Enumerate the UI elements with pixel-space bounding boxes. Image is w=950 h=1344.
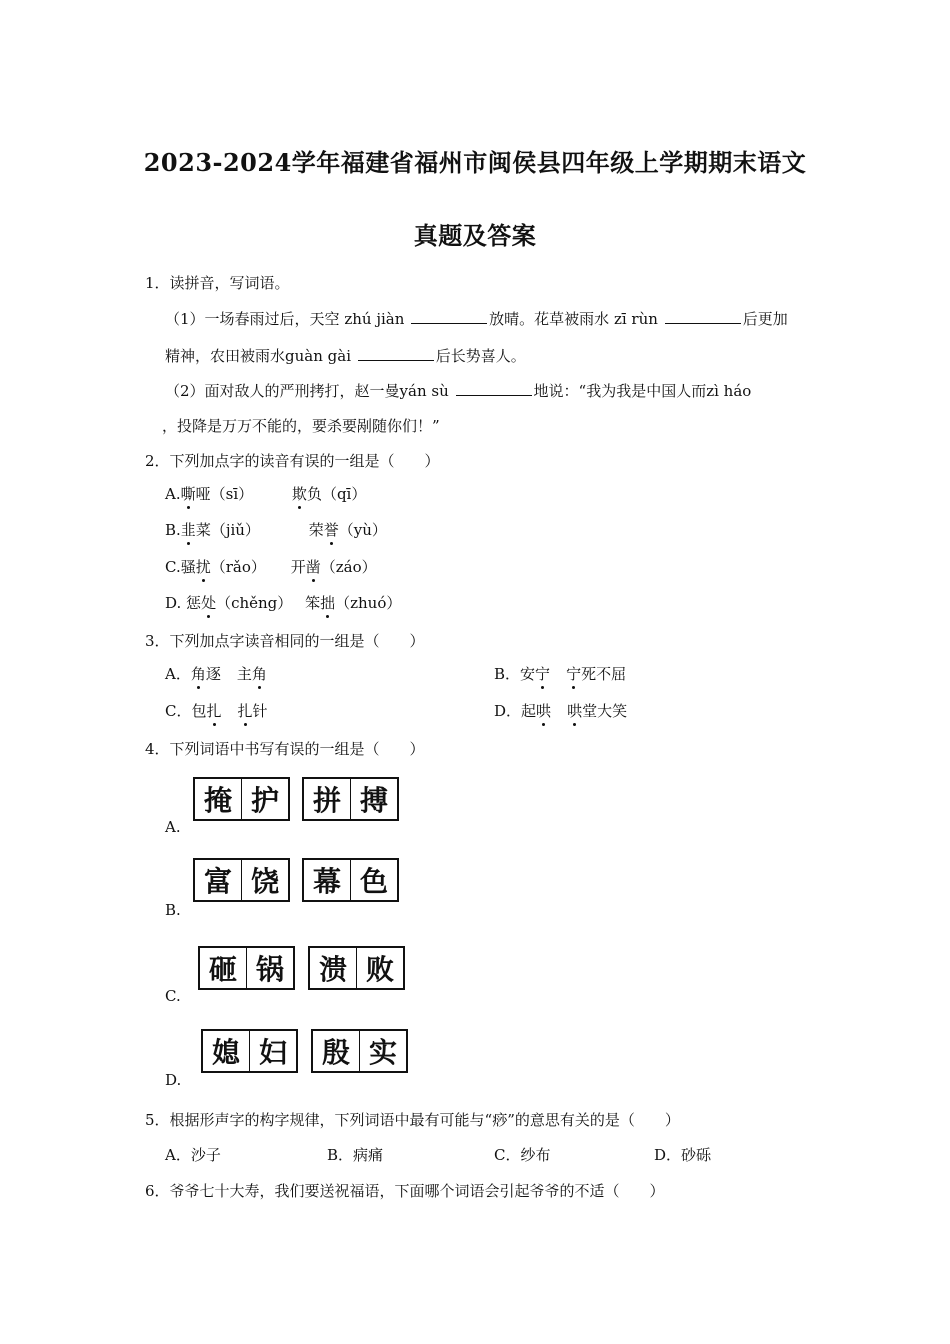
q4-a-word1-box	[193, 777, 290, 821]
char-cell: 媳	[211, 1036, 240, 1069]
q2-option-a: A.嘶哑（sī） 欺负（qī）	[165, 485, 367, 503]
char-cell: 溃	[318, 953, 347, 986]
q4-b-word1-box	[193, 858, 290, 902]
answer-blank[interactable]	[456, 380, 532, 396]
q3-option-a: A．角逐 主角	[165, 665, 267, 683]
q2-option-b: B.韭菜（jiǔ） 荣誉（yù）	[165, 521, 387, 539]
q4-c-word2-box	[308, 946, 405, 990]
char-cell: 掩	[203, 784, 232, 817]
q4-c-word1-box	[198, 946, 295, 990]
q5-option-c: C．纱布	[494, 1146, 551, 1164]
char-cell: 饶	[241, 860, 288, 900]
q5-stem: 5．根据形声字的构字规律，下列词语中最有可能与“痧”的意思有关的是（ ）	[145, 1111, 680, 1129]
char-cell: 富	[203, 865, 232, 898]
q4-stem: 4．下列词语中书写有误的一组是（ ）	[145, 740, 425, 758]
page-title-line2: 真题及答案	[413, 221, 537, 250]
q1-line4: ，投降是万万不能的，要杀要剐随你们！”	[162, 417, 440, 435]
char-cell: 搏	[350, 779, 397, 819]
answer-blank[interactable]	[665, 308, 741, 324]
q5-option-b: B．病痛	[327, 1146, 384, 1164]
q5-option-d: D．砂砾	[654, 1146, 712, 1164]
char-cell: 幕	[312, 865, 341, 898]
q4-b-label: B.	[165, 901, 181, 919]
q4-d-label: D.	[165, 1071, 182, 1089]
q2-option-c: C.骚扰（rǎo） 开凿（záo）	[165, 558, 377, 576]
q1-line3: （2）面对敌人的严刑拷打，赵一曼yán sù 地说：“我为我是中国人而zì háo	[165, 382, 752, 400]
q4-a-label: A.	[165, 818, 181, 836]
char-cell: 拼	[312, 784, 341, 817]
char-cell: 护	[241, 779, 288, 819]
q5-option-a: A．沙子	[165, 1146, 221, 1164]
char-cell: 妇	[249, 1031, 296, 1071]
answer-blank[interactable]	[411, 308, 487, 324]
q3-option-c: C．包扎 扎针	[165, 702, 268, 720]
char-cell: 殷	[321, 1036, 350, 1069]
page-title-line1: 2023-2024学年福建省福州市闽侯县四年级上学期期末语文	[143, 148, 807, 177]
q3-option-d: D．起哄 哄堂大笑	[494, 702, 628, 720]
char-cell: 败	[356, 948, 403, 988]
q2-stem: 2．下列加点字的读音有误的一组是（ ）	[145, 452, 440, 470]
q6-stem: 6．爷爷七十大寿，我们要送祝福语，下面哪个词语会引起爷爷的不适（ ）	[145, 1182, 665, 1200]
q3-stem: 3．下列加点字读音相同的一组是（ ）	[145, 632, 425, 650]
q1-line1: （1）一场春雨过后，天空 zhú jiàn 放晴。花草被雨水 zī rùn 后更加	[165, 310, 788, 328]
char-cell: 锅	[246, 948, 293, 988]
q4-d-word2-box	[311, 1029, 408, 1073]
q4-c-label: C.	[165, 987, 181, 1005]
char-cell: 色	[350, 860, 397, 900]
q1-stem: 1．读拼音，写词语。	[145, 274, 290, 292]
char-cell: 实	[359, 1031, 406, 1071]
answer-blank[interactable]	[358, 345, 434, 361]
q4-d-word1-box	[201, 1029, 298, 1073]
q3-option-b: B．安宁 宁死不屈	[494, 665, 627, 683]
q4-a-word2-box	[302, 777, 399, 821]
q1-line2: 精神，农田被雨水guàn gài 后长势喜人。	[165, 347, 526, 365]
q2-option-d: D. 惩处（chěng） 笨拙（zhuó）	[165, 594, 402, 612]
char-cell: 砸	[208, 953, 237, 986]
q4-b-word2-box	[302, 858, 399, 902]
